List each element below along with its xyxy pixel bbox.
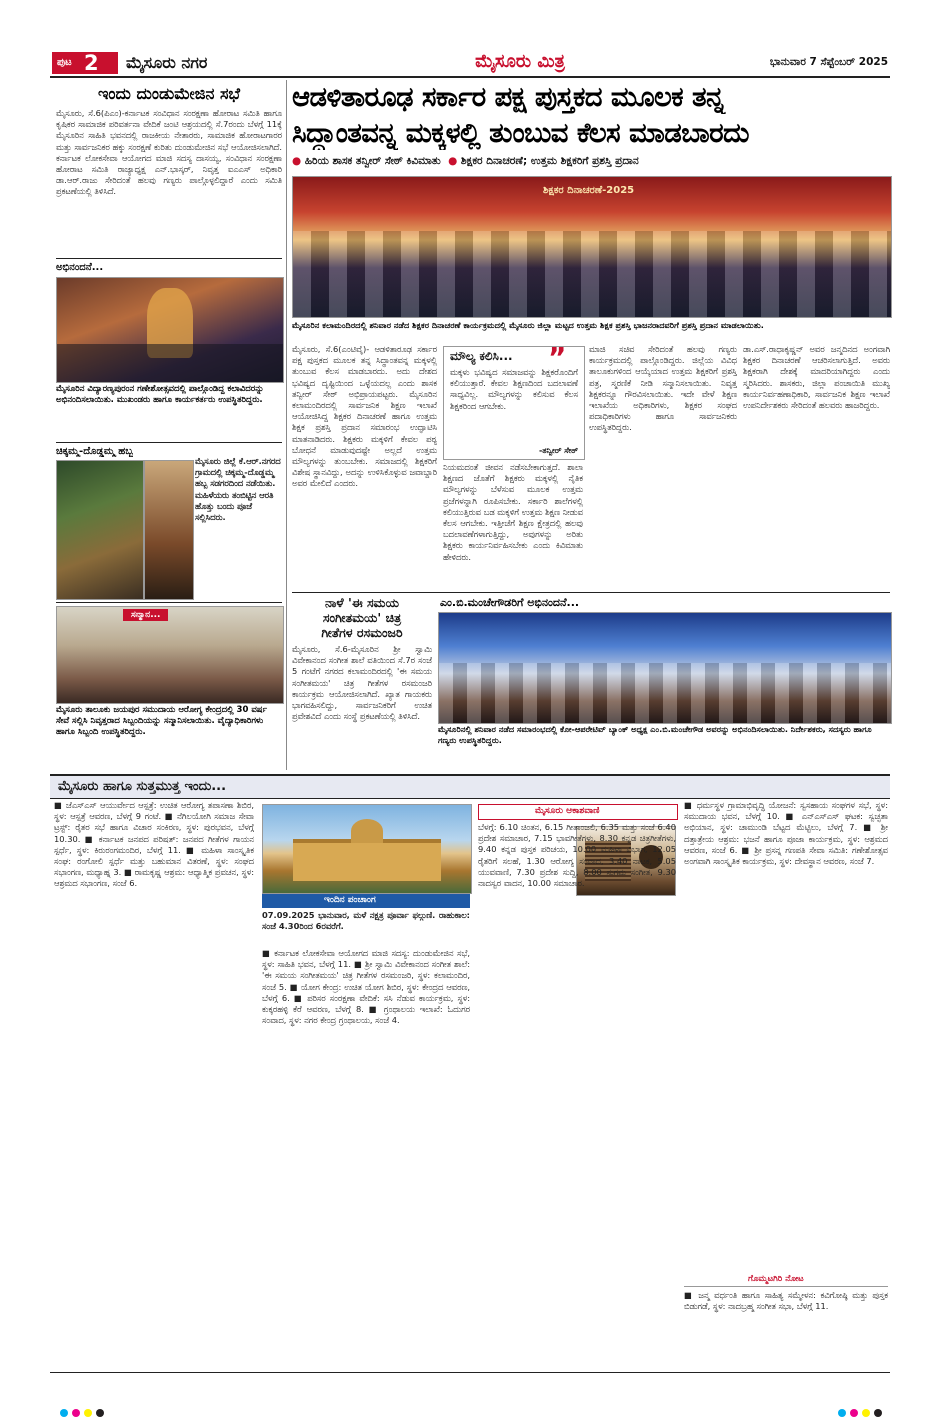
column-divider [286,80,287,770]
ganesha-event-photo [56,277,284,383]
lead-col1: ಮೈಸೂರು, ಸೆ.6(ಎಂಟಿವೈ)- ಆಡಳಿತಾರೂಢ ಸರ್ಕಾರ ಪಕ್ಷ ಪುಸ್ತಕದ ಮೂಲಕ ತನ್ನ ಸಿದ್ಧಾಂತವನ್ನ ಮಕ್ಕಳಲ್ಲಿ ತುಂಬುವ ಕೆಲಸ ಮಾಡಬಾರದು. ಅದು ದೇಶದ ಭವಿಷ್ಯದ ದೃಷ್ಟಿಯಿಂದ ಒಳ್ಳೆಯದಲ್ಲ ಎಂದು ಶಾಸಕ ತನ್ವೀರ್ ಸೇಠ್ ಅಭಿಪ್ರಾಯಪಟ್ಟರು. ಮೈಸೂರಿನ ಕಲಾಮಂದಿರದಲ್ಲಿ ಸಾರ್ವಜನಿಕ ಶಿಕ್ಷಣ ಇಲಾಖೆ ಆಯೋಜಿಸಿದ್ದ ಶಿಕ್ಷಕರ ದಿನಾಚರಣೆ ಹಾಗೂ ಉತ್ತಮ ಶಿಕ್ಷಕ ಪ್ರಶಸ್ತಿ ಪ್ರದಾನ ಸಮಾರಂಭ ಉದ್ಘಾಟಿಸಿ ಮಾತನಾಡಿದರು. ಶಿಕ್ಷಕರು ಮಕ್ಕಳಿಗೆ ಕೇವಲ ಪಠ್ಯ ಬೋಧನೆ ಮಾಡುವುದಷ್ಟೇ ಅಲ್ಲದೆ ಉತ್ತಮ ಮೌಲ್ಯಗಳನ್ನು ತುಂಬಬೇಕು. ಸಮಾಜದಲ್ಲಿ ಶಿಕ್ಷಕರಿಗೆ ವಿಶೇಷ ಸ್ಥಾನವಿದ್ದು, ಅದನ್ನು ಉಳಿಸಿಕೊಳ್ಳುವ ಜವಾಬ್ದಾರಿ ಅವರ ಮೇಲಿದೆ ಎಂದರು. [292,344,437,489]
left-story2-title: ಅಭಿನಂದನೆ... [56,262,104,273]
mid-left-title-line3: ಗೀತೆಗಳ ರಸಮಂಜರಿ [321,625,403,640]
quote-box [443,341,585,460]
events-banner-title: ಮೈಸೂರು ಹಾಗೂ ಸುತ್ತಮುತ್ತ ಇಂದು... [58,779,227,794]
bullet-icon: ● [292,155,302,167]
col4-sub-title: ಗೊಮ್ಮಟಗಿರಿ ನೋಟ [748,1274,804,1284]
page-number-badge [52,52,118,74]
page-header [50,50,890,78]
bottom-rule [50,1372,890,1373]
section-title: ಮೈಸೂರು ನಗರ [126,53,208,72]
lead-photo-caption: ಮೈಸೂರಿನ ಕಲಾಮಂದಿರದಲ್ಲಿ ಶನಿವಾರ ನಡೆದ ಶಿಕ್ಷಕರ ದಿನಾಚರಣೆ ಕಾರ್ಯಕ್ರಮದಲ್ಲಿ ಮೈಸೂರು ಜಿಲ್ಲಾ ಮಟ್ಟದ ಉತ್ತಮ ಶಿಕ್ಷಕ ಪ್ರಶಸ್ತಿ ಭಾಜನರಾದವರಿಗೆ ಪ್ರಶಸ್ತಿ ಪ್ರದಾನ ಮಾಡಲಾಯಿತು. [292,320,764,330]
lead-col4: ಡಾ.ಎಸ್.ರಾಧಾಕೃಷ್ಣನ್ ಅವರ ಜನ್ಮದಿನದ ಅಂಗವಾಗಿ ಶಿಕ್ಷಕರ ದಿನಾಚರಣೆ ಆಚರಿಸಲಾಗುತ್ತಿದೆ. ಅವರು ಶಿಕ್ಷಕರಾಗಿ ದೇಶಕ್ಕೆ ಮಾದರಿಯಾಗಿದ್ದರು ಎಂದು ಸ್ಮರಿಸಿದರು. ಶಾಸಕರು, ಜಿಲ್ಲಾ ಪಂಚಾಯಿತಿ ಮುಖ್ಯ ಕಾರ್ಯನಿರ್ವಹಣಾಧಿಕಾರಿ, ಸಾರ್ವಜನಿಕ ಶಿಕ್ಷಣ ಇಲಾಖೆ ಉಪನಿರ್ದೇಶಕರು ಸೇರಿದಂತೆ ಹಲವರು ಹಾಜರಿದ್ದರು. [743,344,890,411]
lead-subhead1: ಹಿರಿಯ ಶಾಸಕ ತನ್ವೀರ್ ಸೇಠ್ ಕಿವಿಮಾತು [304,155,441,167]
lead-headline-line1: ಆಡಳಿತಾರೂಢ ಸರ್ಕಾರ ಪಕ್ಷ ಪುಸ್ತಕದ ಮೂಲಕ ತನ್ನ [292,81,725,113]
panchanga-title-bar [262,894,470,908]
left-story4-title: ಸನ್ಮಾನ... [123,609,168,621]
quote-author: -ತನ್ವೀರ್ ಸೇಠ್ [538,446,578,455]
divider [292,592,890,593]
bullet-icon: ● [448,155,458,167]
panchanga-title: ಇಂದಿನ ಪಂಚಾಂಗ [324,895,376,905]
mysore-palace-photo [262,804,472,894]
issue-date: ಭಾನುವಾರ 7 ಸೆಪ್ಟೆಂಬರ್ 2025 [769,56,888,68]
divider [56,602,282,603]
col4-sub-body: ■ ಜನ್ಮ ವರ್ಧಂತಿ ಹಾಗೂ ಸಾಹಿತ್ಯ ಸಮ್ಮೇಳನ: ಕವಿಗೋಷ್ಠಿ ಮತ್ತು ಪುಸ್ತಕ ಬಿಡುಗಡೆ, ಸ್ಥಳ: ನಾದಬ್ರಹ್ಮ ಸಂಗೀತ ಸಭಾ, ಬೆಳಗ್ಗೆ 11. [684,1290,888,1312]
mid-left-title [292,595,432,640]
quote-body: ಮಕ್ಕಳು ಭವಿಷ್ಯದ ಸಮಾಜವನ್ನು ಶಿಕ್ಷಕರೊಂದಿಗೆ ಕಲಿಯುತ್ತಾರೆ. ಕೇವಲ ಶಿಕ್ಷಣದಿಂದ ಬದಲಾವಣೆ ಸಾಧ್ಯವಿಲ್ಲ. ಮೌಲ್ಯಗಳನ್ನು ಕಲಿಸುವ ಕೆಲಸ ಶಿಕ್ಷಕರಿಂದ ಆಗಬೇಕು. [450,367,578,411]
events-col1: ■ ಜೆಎಸ್‌ಎಸ್ ಆಯುರ್ವೇದ ಆಸ್ಪತ್ರೆ: ಉಚಿತ ಆರೋಗ್ಯ ತಪಾಸಣಾ ಶಿಬಿರ, ಸ್ಥಳ: ಆಸ್ಪತ್ರೆ ಆವರಣ, ಬೆಳಗ್ಗೆ 9 ಗಂಟೆ. ■ ನೆಗಿಲಯೋಗಿ ಸಮಾಜ ಸೇವಾ ಟ್ರಸ್ಟ್: ರೈತರ ಸಭೆ ಹಾಗೂ ವಿಚಾರ ಸಂಕಿರಣ, ಸ್ಥಳ: ಪುರಭವನ, ಬೆಳಗ್ಗೆ 10.30. ■ ಕರ್ನಾಟಕ ಜನಪದ ಪರಿಷತ್: ಜನಪದ ಗೀತೆಗಳ ಗಾಯನ ಸ್ಪರ್ಧೆ, ಸ್ಥಳ: ಕಿರುರಂಗಮಂದಿರ, ಬೆಳಗ್ಗೆ 11. ■ ಮಹಿಳಾ ಸಾಂಸ್ಕೃತಿಕ ಸಂಘ: ರಂಗೋಲಿ ಸ್ಪರ್ಧೆ ಮತ್ತು ಬಹುಮಾನ ವಿತರಣೆ, ಸ್ಥಳ: ಸಂಘದ ಸಭಾಂಗಣ, ಮಧ್ಯಾಹ್ನ 3. ■ ರಾಮಕೃಷ್ಣ ಆಶ್ರಮ: ಆಧ್ಯಾತ್ಮಿಕ ಪ್ರವಚನ, ಸ್ಥಳ: ಆಶ್ರಮದ ಸಭಾಂಗಣ, ಸಂಜೆ 6. [54,800,254,889]
quote-mark-icon: ” [548,341,567,374]
events-banner [50,774,890,799]
registration-dots-right [838,1402,886,1421]
festival-photo-1 [56,460,144,600]
mid-left-title-line1: ನಾಳೆ 'ಈ ಸಮಯ [325,595,399,610]
lead-subheads [292,155,892,175]
lead-photo-banner: ಶಿಕ್ಷಕರ ದಿನಾಚರಣೆ-2025 [543,185,635,196]
page-number: 2 [84,51,99,75]
events-col4: ■ ಧರ್ಮಸ್ಥಳ ಗ್ರಾಮಾಭಿವೃದ್ಧಿ ಯೋಜನೆ: ಸ್ವಸಹಾಯ ಸಂಘಗಳ ಸಭೆ, ಸ್ಥಳ: ಸಮುದಾಯ ಭವನ, ಬೆಳಗ್ಗೆ 10. ■ ಎನ್‌ಎಸ್‌ಎಸ್ ಘಟಕ: ಸ್ವಚ್ಛತಾ ಅಭಿಯಾನ, ಸ್ಥಳ: ಚಾಮುಂಡಿ ಬೆಟ್ಟದ ಮೆಟ್ಟಿಲು, ಬೆಳಗ್ಗೆ 7. ■ ಶ್ರೀ ದತ್ತಾತ್ರೇಯ ಆಶ್ರಮ: ಭಜನೆ ಹಾಗೂ ಪೂಜಾ ಕಾರ್ಯಕ್ರಮ, ಸ್ಥಳ: ಆಶ್ರಮದ ಆವರಣ, ಸಂಜೆ 6. ■ ಶ್ರೀ ಪ್ರಸನ್ನ ಗಣಪತಿ ಸೇವಾ ಸಮಿತಿ: ಗಣೇಶೋತ್ಸವ ಅಂಗವಾಗಿ ಸಾಂಸ್ಕೃತಿಕ ಕಾರ್ಯಕ್ರಮ, ಸ್ಥಳ: ದೇವಸ್ಥಾನ ಆವರಣ, ಸಂಜೆ 7. [684,800,888,867]
mid-right-title: ಎಂ.ಬಿ.ಮಂಚೇಗೌಡರಿಗೆ ಅಭಿನಂದನೆ... [440,596,580,609]
left-story4-caption: ಮೈಸೂರು ತಾಲೂಕು ಜಯಪುರ ಸಮುದಾಯ ಆರೋಗ್ಯ ಕೇಂದ್ರದಲ್ಲಿ 30 ವರ್ಷ ಸೇವೆ ಸಲ್ಲಿಸಿ ನಿವೃತ್ತರಾದ ಸಿಬ್ಬಂದಿಯನ್ನು ಸನ್ಮಾನಿಸಲಾಯಿತು. ವೈದ್ಯಾಧಿಕಾರಿಗಳು ಹಾಗೂ ಸಿಬ್ಬಂದಿ ಉಪಸ್ಥಿತರಿದ್ದರು. [56,705,267,737]
lead-photo [292,176,892,318]
radio-title: ಮೈಸೂರು ಆಕಾಶವಾಣಿ [535,806,600,816]
events-col2: ■ ಕರ್ನಾಟಕ ಲೋಕಸೇವಾ ಆಯೋಗದ ಮಾಜಿ ಸದಸ್ಯ: ದುಂಡುಮೇಜಿನ ಸಭೆ, ಸ್ಥಳ: ಸಾಹಿತಿ ಭವನ, ಬೆಳಗ್ಗೆ 11. ■ ಶ್ರೀ ಸ್ವಾಮಿ ವಿವೇಕಾನಂದ ಸಂಗೀತ ಶಾಲೆ: 'ಈ ಸಮಯ ಸಂಗೀತಮಯ' ಚಿತ್ರ ಗೀತೆಗಳ ರಸಮಂಜರಿ, ಸ್ಥಳ: ಕಲಾಮಂದಿರ, ಸಂಜೆ 5. ■ ಯೋಗ ಕೇಂದ್ರ: ಉಚಿತ ಯೋಗ ಶಿಬಿರ, ಸ್ಥಳ: ಕೇಂದ್ರದ ಆವರಣ, ಬೆಳಗ್ಗೆ 6. ■ ಪರಿಸರ ಸಂರಕ್ಷಣಾ ವೇದಿಕೆ: ಸಸಿ ನೆಡುವ ಕಾರ್ಯಕ್ರಮ, ಸ್ಥಳ: ಕುಕ್ಕರಹಳ್ಳಿ ಕೆರೆ ಆವರಣ, ಬೆಳಗ್ಗೆ 8. ■ ಗ್ರಂಥಾಲಯ ಇಲಾಖೆ: ಓದುಗರ ಸಂವಾದ, ಸ್ಥಳ: ನಗರ ಕೇಂದ್ರ ಗ್ರಂಥಾಲಯ, ಸಂಜೆ 4. [262,948,470,1026]
col4-sub-title-box [684,1274,888,1287]
mid-right-caption: ಮೈಸೂರಿನಲ್ಲಿ ಶನಿವಾರ ನಡೆದ ಸಮಾರಂಭದಲ್ಲಿ ಕೋ-ಆಪರೇಟಿವ್ ಬ್ಯಾಂಕ್ ಅಧ್ಯಕ್ಷ ಎಂ.ಬಿ.ಮಂಚೇಗೌಡ ಅವರನ್ನು ಅಭಿನಂದಿಸಲಾಯಿತು. ನಿರ್ದೇಶಕರು, ಸದಸ್ಯರು ಹಾಗೂ ಗಣ್ಯರು ಉಪಸ್ಥಿತರಿದ್ದರು. [438,724,872,745]
divider [56,258,282,259]
radio-body: ಬೆಳಗ್ಗೆ: 6.10 ಚಿಂತನ, 6.15 ಗೀತಾಂಜಲಿ, 6.35 ಮತ್ತು ಸಂಜೆ 6.40 ಪ್ರದೇಶ ಸಮಾಚಾರ, 7.15 ಭಾವಗೀತೆಗಳು, 8.30 ಕನ್ನಡ ಚಿತ್ರಗೀತೆಗಳು, 9.40 ಕನ್ನಡ ಪುಸ್ತಕ ಪರಿಚಯ, 10.00 ಮಹಿಳಾ ವಿಭಾಗ, 12.05 ರೈತರಿಗೆ ಸಲಹೆ, 1.30 ಆರೋಗ್ಯ ಸಂವಾದ, 3.40 ನಾಟಕ, 5.05 ಯುವವಾಣಿ, 7.30 ಪ್ರದೇಶ ಸುದ್ದಿ, 8.00 ಸುಗಮ ಸಂಗೀತ, 9.30 ನಾದಸ್ವರ ವಾದನ, 10.00 ಸಮಾಚಾರ. [478,822,676,889]
divider [56,442,282,443]
radio-title-box [478,804,678,820]
mid-left-body: ಮೈಸೂರು, ಸೆ.6-ಮೈಸೂರಿನ ಶ್ರೀ ಸ್ವಾಮಿ ವಿವೇಕಾನಂದ ಸಂಗೀತ ಶಾಲೆ ವತಿಯಿಂದ ಸೆ.7ರ ಸಂಜೆ 5 ಗಂಟೆಗೆ ನಗರದ ಕಲಾಮಂದಿರದಲ್ಲಿ 'ಈ ಸಮಯ ಸಂಗೀತಮಯ' ಚಿತ್ರ ಗೀತೆಗಳ ರಸಮಂಜರಿ ಕಾರ್ಯಕ್ರಮ ಆಯೋಜಿಸಲಾಗಿದೆ. ಖ್ಯಾತ ಗಾಯಕರು ಭಾಗವಹಿಸಲಿದ್ದು, ಸಾರ್ವಜನಿಕರಿಗೆ ಉಚಿತ ಪ್ರವೇಶವಿದೆ ಎಂದು ಸಂಸ್ಥೆ ಪ್ರಕಟಣೆಯಲ್ಲಿ ತಿಳಿಸಿದೆ. [292,644,432,722]
lead-col3: ಮಾಜಿ ಸಚಿವ ಸೇರಿದಂತೆ ಹಲವು ಗಣ್ಯರು ಕಾರ್ಯಕ್ರಮದಲ್ಲಿ ಪಾಲ್ಗೊಂಡಿದ್ದರು. ಜಿಲ್ಲೆಯ ವಿವಿಧ ತಾಲೂಕುಗಳಿಂದ ಆಯ್ಕೆಯಾದ ಉತ್ತಮ ಶಿಕ್ಷಕರಿಗೆ ಪ್ರಶಸ್ತಿ ಪತ್ರ, ಸ್ಮರಣಿಕೆ ನೀಡಿ ಸನ್ಮಾನಿಸಲಾಯಿತು. ನಿವೃತ್ತ ಶಿಕ್ಷಕರನ್ನೂ ಗೌರವಿಸಲಾಯಿತು. ಇದೇ ವೇಳೆ ಶಿಕ್ಷಣ ಇಲಾಖೆಯ ಅಧಿಕಾರಿಗಳು, ಶಿಕ್ಷಕರ ಸಂಘದ ಪದಾಧಿಕಾರಿಗಳು ಹಾಗೂ ಸಾರ್ವಜನಿಕರು ಉಪಸ್ಥಿತರಿದ್ದರು. [589,344,737,433]
masthead: ಮೈಸೂರು ಮಿತ್ರ [475,51,565,72]
left-story3-body: ಮೈಸೂರು ಜಿಲ್ಲೆ ಕೆ.ಆರ್.ನಗರದ ಗ್ರಾಮದಲ್ಲಿ ಚಿಕ್ಕಮ್ಮ-ದೊಡ್ಡಮ್ಮ ಹಬ್ಬ ಸಡಗರದಿಂದ ನಡೆಯಿತು. ಮಹಿಳೆಯರು ತಂಬಿಟ್ಟಿನ ಆರತಿ ಹೊತ್ತು ಬಂದು ಪೂಜೆ ಸಲ್ಲಿಸಿದರು. [195,456,281,523]
panchanga-body: 07.09.2025 ಭಾನುವಾರ, ಮಳೆ ನಕ್ಷತ್ರ ಪೂರ್ವಾ ಫಲ್ಗುಣಿ. ರಾಹುಕಾಲ: ಸಂಜೆ 4.30ರಿಂದ 6ರವರೆಗೆ. [262,910,470,932]
lead-headline-line2: ಸಿದ್ಧಾಂತವನ್ನ ಮಕ್ಕಳಲ್ಲಿ ತುಂಬುವ ಕೆಲಸ ಮಾಡಬಾರದು [292,117,749,149]
felicitation-stage-photo [438,612,892,724]
registration-dots-left [60,1402,108,1421]
quote-title: ಮೌಲ್ಯ ಕಲಿಸಿ... [450,349,513,363]
mid-left-title-line2: ಸಂಗೀತಮಯ' ಚಿತ್ರ [322,610,402,625]
left-story3-title: ಚಿಕ್ಕಮ್ಮ-ದೊಡ್ಡಮ್ಮ ಹಬ್ಬ [56,446,134,457]
festival-photo-2 [144,460,194,600]
lead-col2: ನಿಯಮದಂತೆ ಜೀವನ ನಡೆಸಬೇಕಾಗುತ್ತದೆ. ಶಾಲಾ ಶಿಕ್ಷಣದ ಜೊತೆಗೆ ಶಿಕ್ಷಕರು ಮಕ್ಕಳಲ್ಲಿ ನೈತಿಕ ಮೌಲ್ಯಗಳನ್ನು ಬೆಳೆಸುವ ಮೂಲಕ ಉತ್ತಮ ಪ್ರಜೆಗಳನ್ನಾಗಿ ರೂಪಿಸಬೇಕು. ಸರ್ಕಾರಿ ಶಾಲೆಗಳಲ್ಲಿ ಕಲಿಯುತ್ತಿರುವ ಬಡ ಮಕ್ಕಳಿಗೆ ಉತ್ತಮ ಶಿಕ್ಷಣ ನೀಡುವ ಕೆಲಸ ಆಗಬೇಕು. ಇತ್ತೀಚೆಗೆ ಶಿಕ್ಷಣ ಕ್ಷೇತ್ರದಲ್ಲಿ ಹಲವು ಬದಲಾವಣೆಗಳಾಗುತ್ತಿದ್ದು, ಅವುಗಳನ್ನು ಅರಿತು ಶಿಕ್ಷಕರು ಕಾರ್ಯನಿರ್ವಹಿಸಬೇಕು ಎಂದು ಕಿವಿಮಾತು ಹೇಳಿದರು. [443,462,583,562]
lead-subhead2: ಶಿಕ್ಷಕರ ದಿನಾಚರಣೆ; ಉತ್ತಮ ಶಿಕ್ಷಕರಿಗೆ ಪ್ರಶಸ್ತಿ ಪ್ರದಾನ [460,155,639,167]
felicitation-photo [56,606,284,704]
left-story1-body: ಮೈಸೂರು, ಸೆ.6(ಪಿಎಂ)-ಕರ್ನಾಟಕ ಸಂವಿಧಾನ ಸಂರಕ್ಷಣಾ ಹೋರಾಟ ಸಮಿತಿ ಹಾಗೂ ಕೃಷಿಕರ ಸಾಮಾಜಿಕ ಪರಿವರ್ತನಾ ವೇದಿಕೆ ಜಂಟಿ ಆಶ್ರಯದಲ್ಲಿ ಸೆ.7ರಂದು ಬೆಳಗ್ಗೆ 11ಕ್ಕೆ ಮೈಸೂರಿನ ಸಾಹಿತಿ ಭವನದಲ್ಲಿ ರಾಜಕೀಯ ನೇತಾರರು, ಸಾಮಾಜಿಕ ಹೋರಾಟಗಾರರ ಮತ್ತು ಸಾರ್ವಜನಿಕರ ಹಕ್ಕು ಸಂರಕ್ಷಣೆ ಕುರಿತು ದುಂಡುಮೇಜಿನ ಸಭೆ ಆಯೋಜಿಸಲಾಗಿದೆ. ಕರ್ನಾಟಕ ಲೋಕಸೇವಾ ಆಯೋಗದ ಮಾಜಿ ಸದಸ್ಯ ದಾಸಯ್ಯ, ಸಂವಿಧಾನ ಸಂರಕ್ಷಣಾ ಹೋರಾಟ ಸಮಿತಿ ರಾಜ್ಯಾಧ್ಯಕ್ಷ ಎನ್.ಭಾಸ್ಕರ್, ನಿವೃತ್ತ ಐಎಎಸ್ ಅಧಿಕಾರಿ ಡಾ.ಆರ್.ರಾಜು ಸೇರಿದಂತೆ ಹಲವು ಗಣ್ಯರು ಪಾಲ್ಗೊಳ್ಳಲಿದ್ದಾರೆ ಎಂದು ಸಮಿತಿ ಪ್ರಕಟಣೆಯಲ್ಲಿ ತಿಳಿಸಿದೆ. [56,108,282,197]
left-story2-caption: ಮೈಸೂರಿನ ವಿದ್ಯಾರಣ್ಯಪುರಂನ ಗಣೇಶೋತ್ಸವದಲ್ಲಿ ಪಾಲ್ಗೊಂಡಿದ್ದ ಕಲಾವಿದರನ್ನು ಅಭಿನಂದಿಸಲಾಯಿತು. ಮುಖಂಡರು ಹಾಗೂ ಕಾರ್ಯಕರ್ತರು ಉಪಸ್ಥಿತರಿದ್ದರು. [56,384,264,405]
page-label: ಪುಟ [57,57,72,68]
left-story1-headline: ಇಂದು ದುಂಡುಮೇಜಿನ ಸಭೆ [97,84,241,103]
